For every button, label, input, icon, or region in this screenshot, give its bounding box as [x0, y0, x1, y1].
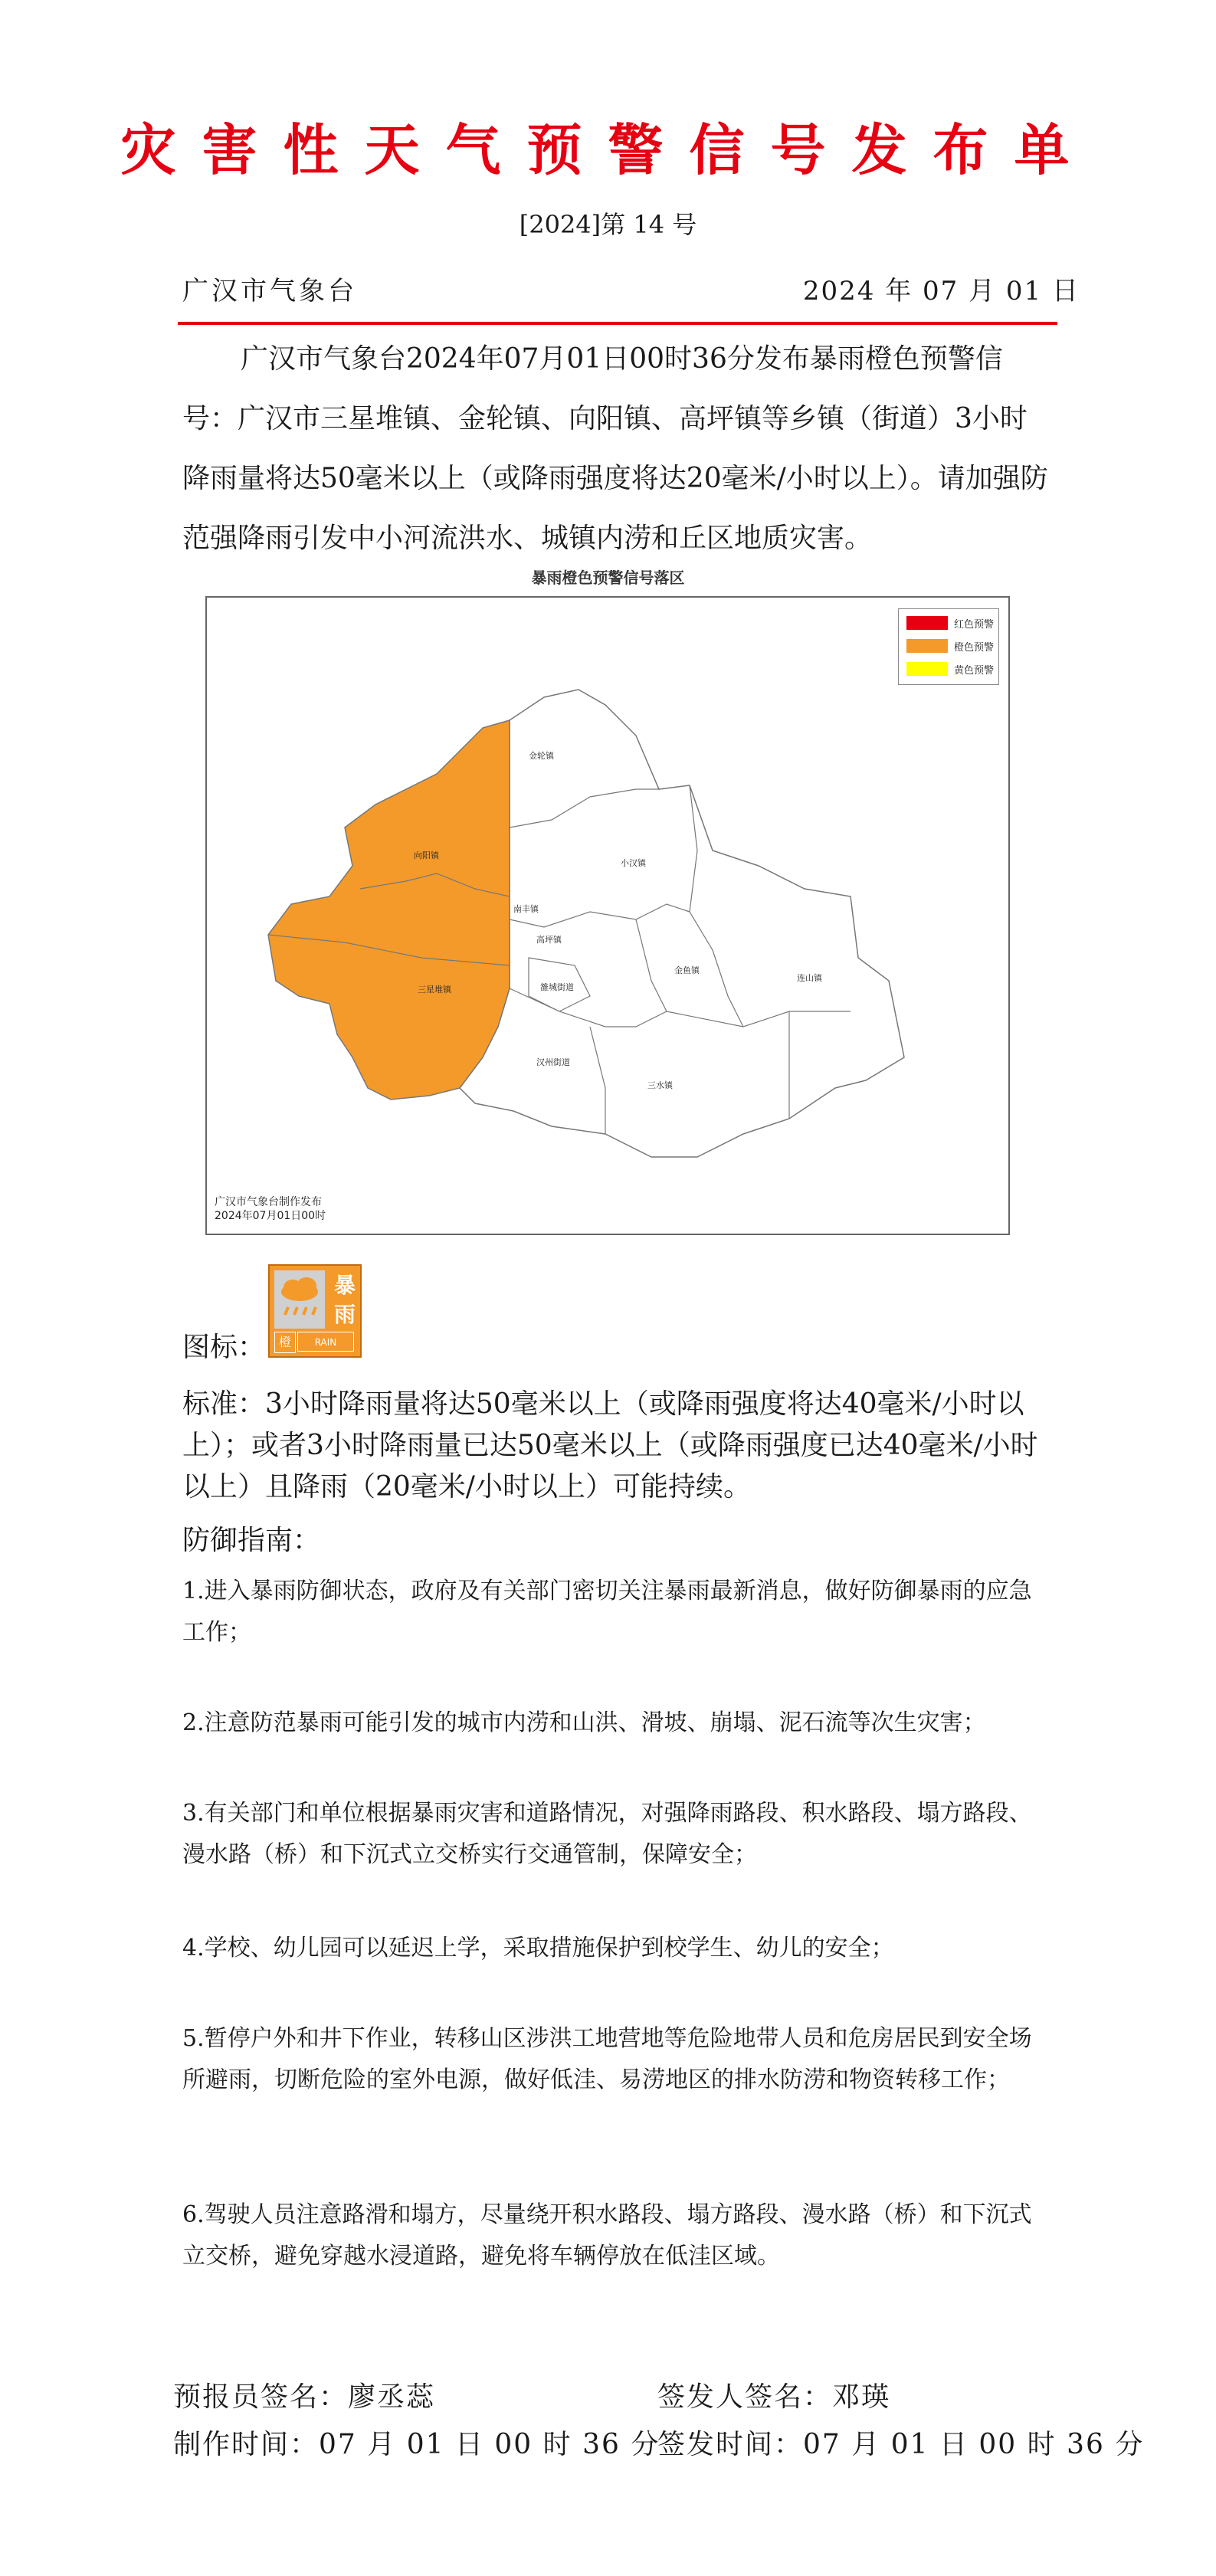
icon-char-2: 雨 — [333, 1302, 356, 1327]
guide-item: 6.驾驶人员注意路滑和塌方，尽量绕开积水路段、塌方路段、漫水路（桥）和下沉式立交桥，避免穿越水浸道路，避免将车辆停放在低洼区域。 — [182, 2201, 1032, 2270]
map-credit — [215, 1195, 326, 1223]
cloud-rain-graphic — [274, 1270, 325, 1329]
region-label: 金轮镇 — [529, 751, 554, 761]
region-label: 高坪镇 — [536, 935, 562, 945]
legend-item-red — [906, 615, 994, 631]
guide-item: 4.学校、幼儿园可以延迟上学，采取措施保护到校学生、幼儿的安全； — [182, 1935, 894, 1961]
signer-signature: 签发人签名：邓瑛 — [657, 2381, 891, 2413]
guide-item: 2.注意防范暴雨可能引发的城市内涝和山洪、滑坡、崩塌、泥石流等次生灾害； — [182, 1709, 986, 1736]
map-credit-line2: 2024年07月01日00时 — [215, 1210, 326, 1222]
document-number: [2024]第 14 号 — [519, 210, 697, 239]
make-time: 制作时间：07 月 01 日 00 时 36 分 — [173, 2429, 660, 2460]
map-legend — [898, 608, 999, 685]
region-label: 雒城街道 — [540, 982, 574, 992]
region-label: 三水镇 — [647, 1080, 673, 1090]
cloud-rain-icon — [274, 1270, 325, 1329]
region-label: 金鱼镇 — [674, 965, 700, 975]
guide-item: 3.有关部门和单位根据暴雨灾害和道路情况，对强降雨路段、积水路段、塌方路段、漫水路（桥）和下沉式立交桥实行交通管制，保障安全； — [182, 1800, 1032, 1868]
icon-char-1: 暴 — [333, 1273, 356, 1298]
icon-label: 图标： — [182, 1332, 266, 1363]
page-title: 灾害性天气预警信号发布单 — [120, 118, 1096, 182]
region-label: 小汉镇 — [621, 858, 646, 868]
legend-swatch-yellow — [906, 662, 948, 676]
legend-swatch-orange — [906, 639, 948, 653]
warning-standard: 标准：3小时降雨量将达50毫米以上（或降雨强度将达40毫米/小时以上）；或者3小时降雨量已达50毫米以上（或降雨强度已达40毫米/小时以上）且降雨（20毫米/小时以上）可能持续。 — [182, 1388, 1038, 1503]
legend-item-orange — [906, 638, 994, 654]
region-label: 汉州街道 — [536, 1057, 570, 1067]
forecaster-signature: 预报员签名：廖丞蕊 — [173, 2381, 436, 2413]
legend-label: 黄色预警 — [954, 664, 995, 677]
region-label: 南丰镇 — [513, 904, 539, 914]
map-region-orange — [268, 720, 510, 1100]
region-label: 三星堆镇 — [418, 985, 451, 995]
warning-body-text: 广汉市气象台2024年07月01日00时36分发布暴雨橙色预警信号：广汉市三星堆镇、金轮镇、向阳镇、高坪镇等乡镇（街道）3小时降雨量将达50毫米以上（或降雨强度将达20毫米/小时以上）。请加强防范强降雨引发中小河流洪水、城镇内涝和丘区地质灾害。 — [182, 343, 1048, 554]
legend-label: 红色预警 — [954, 618, 995, 631]
issue-time: 签发时间：07 月 01 日 00 时 36 分 — [657, 2429, 1145, 2460]
warning-map — [205, 596, 1010, 1235]
issuer: 广汉市气象台 — [182, 276, 357, 306]
guide-title: 防御指南： — [182, 1525, 321, 1556]
region-label: 连山镇 — [797, 973, 822, 983]
region-label: 向阳镇 — [414, 850, 439, 860]
legend-item-yellow — [906, 661, 994, 677]
icon-footer — [274, 1332, 354, 1368]
legend-swatch-red — [906, 616, 948, 630]
guide-item: 5.暂停户外和井下作业，转移山区涉洪工地营地等危险地带人员和危房居民到安全场所避雨，切断危险的室外电源，做好低洼、易涝地区的排水防涝和物资转移工作； — [182, 2025, 1032, 2093]
icon-level: 橙 — [274, 1332, 296, 1353]
map-title: 暴雨橙色预警信号落区 — [531, 569, 685, 587]
header-divider — [178, 322, 1057, 325]
legend-label: 橙色预警 — [954, 641, 995, 654]
issue-date: 2024 年 07 月 01 日 — [802, 276, 1080, 306]
map-graphic — [207, 598, 1008, 1234]
rainstorm-warning-icon — [268, 1264, 362, 1368]
map-credit-line1: 广汉市气象台制作发布 — [215, 1196, 322, 1208]
guide-item: 1.进入暴雨防御状态，政府及有关部门密切关注暴雨最新消息，做好防御暴雨的应急工作； — [182, 1578, 1032, 1646]
icon-english: RAIN STORM — [297, 1332, 354, 1352]
